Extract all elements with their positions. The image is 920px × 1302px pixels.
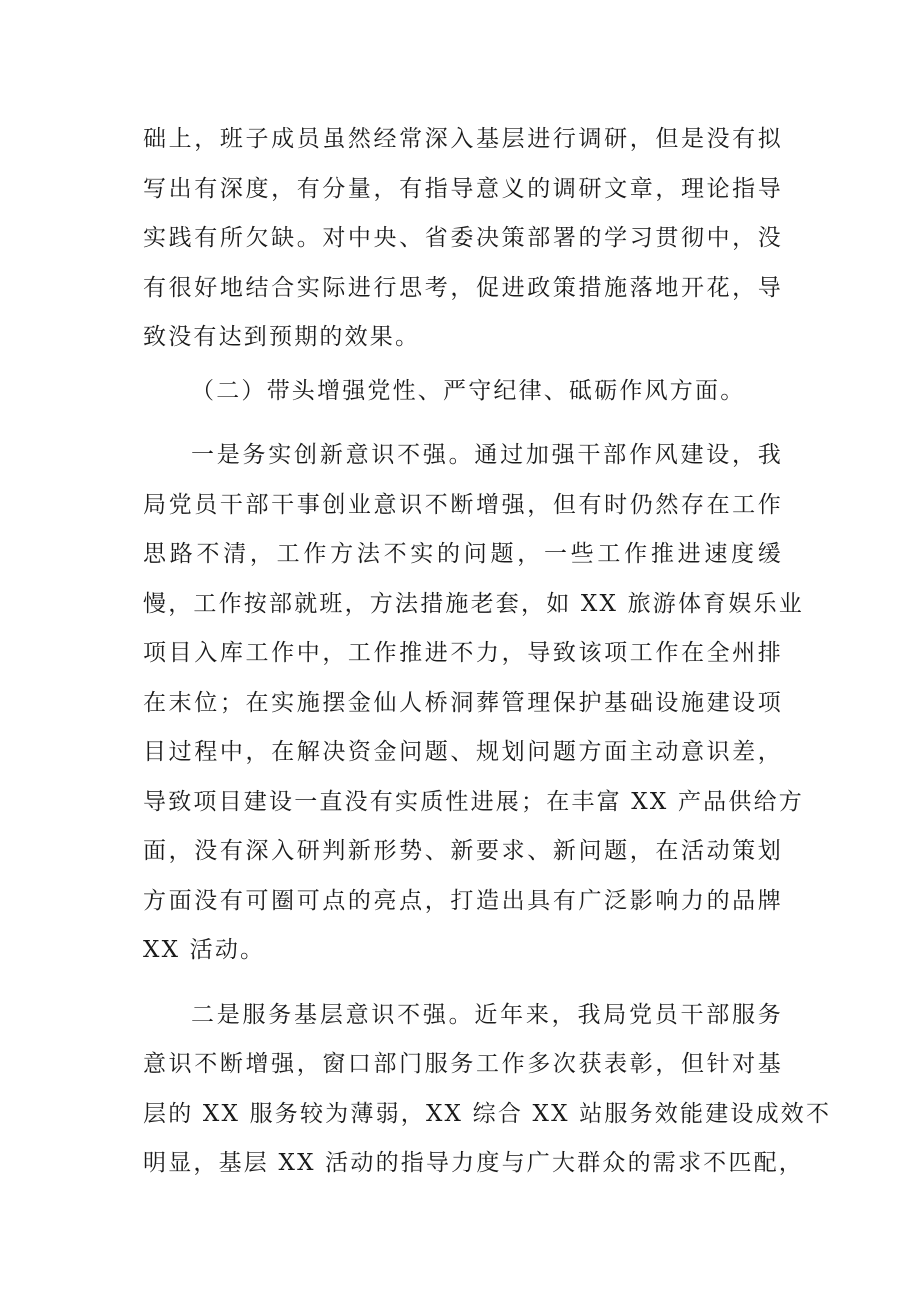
text-line: 二是服务基层意识不强。近年来，我局党员干部服务	[191, 1002, 783, 1028]
text-line: 面，没有深入研判新形势、新要求、新问题，在活动策划	[143, 838, 783, 864]
text-line: 写出有深度，有分量，有指导意义的调研文章，理论指导	[143, 176, 783, 202]
text-line: 层的 XX 服务较为薄弱，XX 综合 XX 站服务效能建设成效不	[143, 1101, 832, 1127]
text-line: 慢，工作按部就班，方法措施老套，如 XX 旅游体育娱乐业	[143, 591, 804, 617]
text-line: XX 活动。	[143, 937, 266, 963]
text-line: 明显，基层 XX 活动的指导力度与广大群众的需求不匹配，	[143, 1150, 804, 1176]
text-line: 方面没有可圈可点的亮点，打造出具有广泛影响力的品牌	[143, 888, 783, 914]
text-line: 局党员干部干事创业意识不断增强，但有时仍然存在工作	[143, 492, 783, 518]
text-line: 导致项目建设一直没有实质性进展；在丰富 XX 产品供给方	[143, 789, 804, 815]
text-line: 意识不断增强，窗口部门服务工作多次获表彰，但针对基	[143, 1051, 783, 1077]
text-line: 实践有所欠缺。对中央、省委决策部署的学习贯彻中，没	[143, 225, 783, 251]
text-line: 目过程中，在解决资金问题、规划问题方面主动意识差，	[143, 739, 783, 765]
text-line: 致没有达到预期的效果。	[143, 324, 421, 350]
text-line: 思路不清，工作方法不实的问题，一些工作推进速度缓	[143, 541, 783, 567]
text-line: 在末位；在实施摆金仙人桥洞葬管理保护基础设施建设项	[143, 690, 783, 716]
text-line: 项目入库工作中，工作推进不力，导致该项工作在全州排	[143, 640, 783, 666]
text-line: 有很好地结合实际进行思考，促进政策措施落地开花，导	[143, 275, 783, 301]
section-heading: （二）带头增强党性、严守纪律、砥砺作风方面。	[191, 378, 746, 404]
text-line: 一是务实创新意识不强。通过加强干部作风建设，我	[191, 442, 783, 468]
text-line: 础上，班子成员虽然经常深入基层进行调研，但是没有拟	[143, 126, 783, 152]
